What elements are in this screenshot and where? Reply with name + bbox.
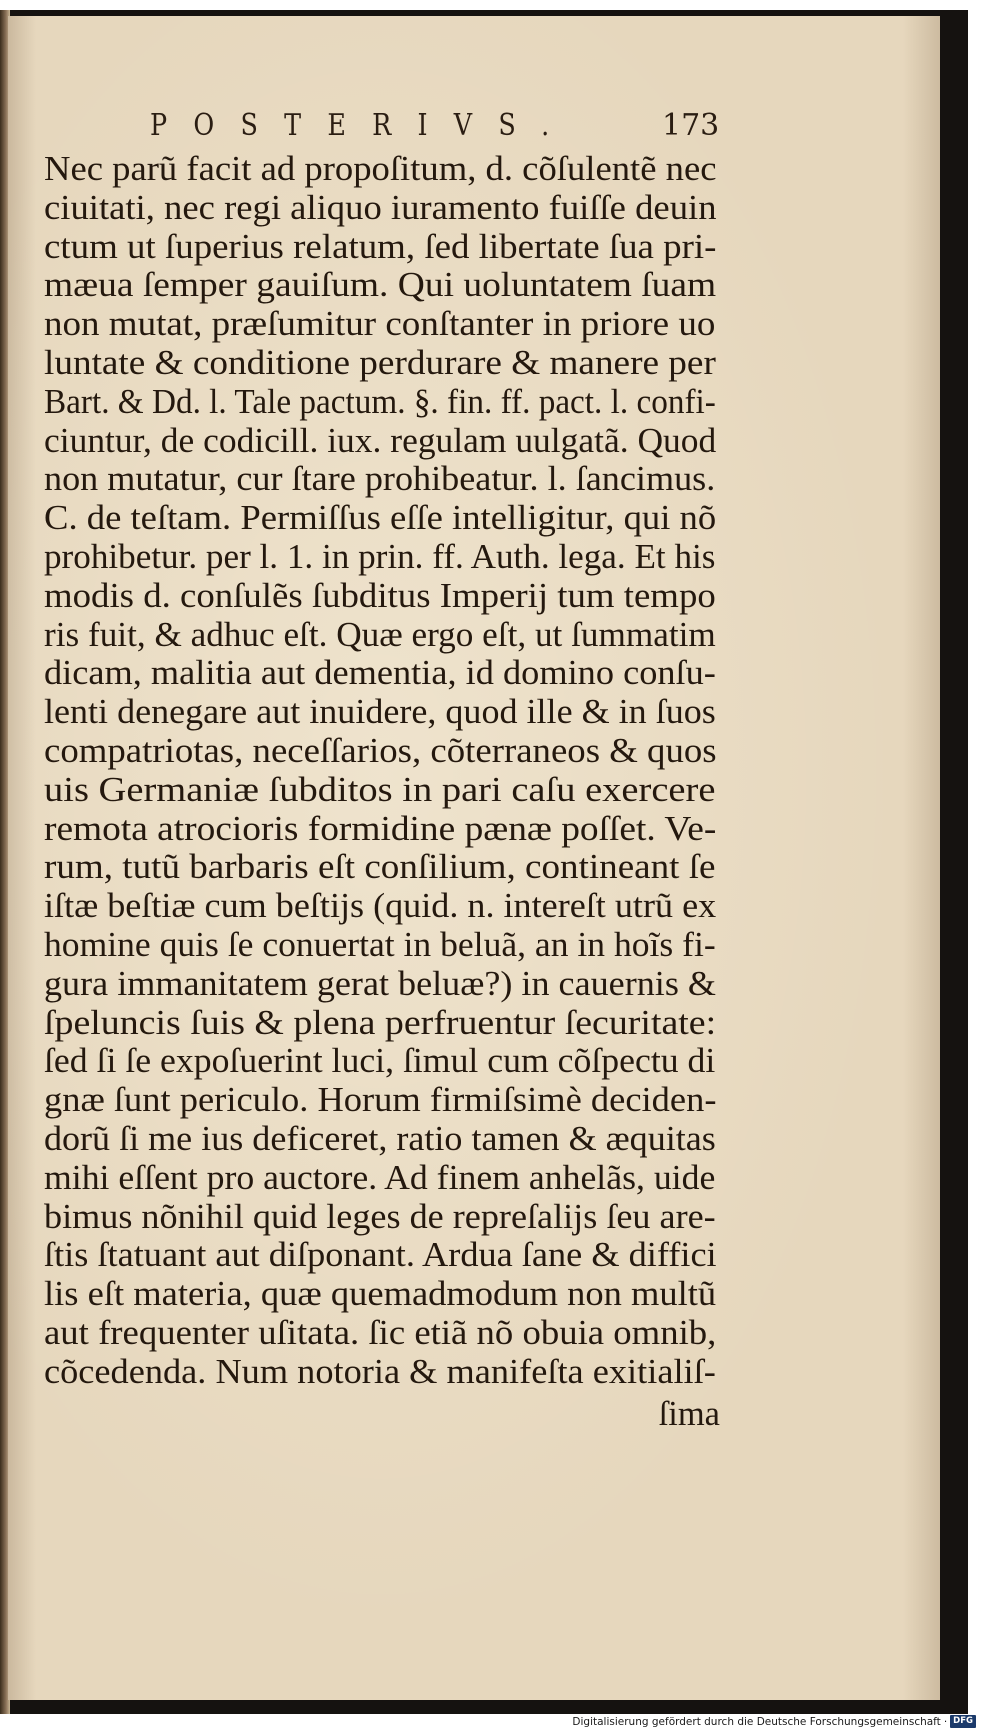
text-line: prohibetur. per l. 1. in prin. ff. Auth. lega. Et his bbox=[44, 537, 716, 576]
digitization-credit bbox=[572, 1715, 976, 1728]
text-line: C. de teſtam. Permiſſus eſſe intelligitur, qui nõ bbox=[44, 499, 717, 538]
text-line: dicam, malitia aut dementia, id domino conſu- bbox=[44, 654, 716, 693]
running-head: POSTERIVS. bbox=[150, 108, 576, 143]
text-line: cõcedenda. Num notoria & manifeſta exitialiſ- bbox=[44, 1352, 716, 1391]
text-line: lenti denegare aut inuidere, quod ille & in ſuos bbox=[44, 693, 716, 732]
text-line: ciuntur, de codicill. iux. regulam uulgatã. Quod bbox=[44, 421, 717, 460]
text-line: mihi eſſent pro auctore. Ad finem anhelãs, uide bbox=[44, 1158, 716, 1197]
text-line: non mutatur, cur ſtare prohibeatur. l. ſancimus. bbox=[44, 460, 716, 499]
text-line: mæua ſemper gauiſum. Qui uoluntatem ſuam bbox=[44, 266, 717, 305]
text-line: ſtis ſtatuant aut diſponant. Ardua ſane & diffici bbox=[44, 1236, 717, 1275]
text-line: ciuitati, nec regi aliquo iuramento fuiſſe deuin bbox=[44, 188, 717, 227]
text-line: gura immanitatem gerat beluæ?) in cauernis & bbox=[44, 964, 717, 1003]
text-line: ſed ſi ſe expoſuerint luci, ſimul cum cõſpectu di bbox=[44, 1042, 716, 1081]
catchword: ſima bbox=[658, 1395, 720, 1433]
text-line: aut frequenter uſitata. ſic etiã nõ obuia omnib, bbox=[44, 1313, 717, 1352]
page-number: 173 bbox=[662, 108, 720, 143]
text-line: ſpeluncis ſuis & plena perfruentur ſecuritate: bbox=[44, 1003, 717, 1042]
text-line: rum, tutũ barbaris eſt conſilium, contineant ſe bbox=[44, 848, 716, 887]
credit-separator: · bbox=[943, 1715, 948, 1728]
text-line: gnæ ſunt periculo. Horum firmiſsimè deciden- bbox=[44, 1081, 717, 1120]
text-line: Bart. & Dd. l. Tale pactum. §. fin. ff. pact. l. confi- bbox=[44, 382, 716, 421]
text-line: bimus nõnihil quid leges de repreſalijs ſeu are- bbox=[44, 1197, 716, 1236]
text-line: uis Germaniæ ſubditos in pari caſu exercere bbox=[44, 770, 716, 809]
dfg-logo: DFG bbox=[950, 1715, 976, 1728]
text-line: ctum ut ſuperius relatum, ſed libertate ſua pri- bbox=[44, 227, 717, 266]
text-line: luntate & conditione perdurare & manere per bbox=[44, 343, 716, 382]
text-line: compatriotas, neceſſarios, cõterraneos & quos bbox=[44, 731, 717, 770]
text-line: lis eſt materia, quæ quemadmodum non multũ bbox=[44, 1275, 717, 1314]
text-line: iſtæ beſtiæ cum beſtijs (quid. n. intereſt utrũ ex bbox=[44, 887, 717, 926]
text-line: ris fuit, & adhuc eſt. Quæ ergo eſt, ut ſummatim bbox=[44, 615, 716, 654]
text-line: dorũ ſi me ius deficeret, ratio tamen & æquitas bbox=[44, 1119, 716, 1158]
body-text bbox=[44, 150, 724, 1392]
text-line: non mutat, præſumitur conſtanter in priore uo bbox=[44, 305, 716, 344]
credit-text: Digitalisierung gefördert durch die Deutsche Forschungsgemeinschaft bbox=[572, 1715, 941, 1728]
text-line: modis d. conſulẽs ſubditus Imperij tum tempo bbox=[44, 576, 716, 615]
text-line: Nec parũ facit ad propoſitum, d. cõſulentẽ nec bbox=[44, 150, 717, 188]
text-line: homine quis ſe conuertat in beluã, an in hoĩs fi- bbox=[44, 925, 716, 964]
text-line: remota atrocioris formidine pænæ poſſet. Ve- bbox=[44, 809, 717, 848]
